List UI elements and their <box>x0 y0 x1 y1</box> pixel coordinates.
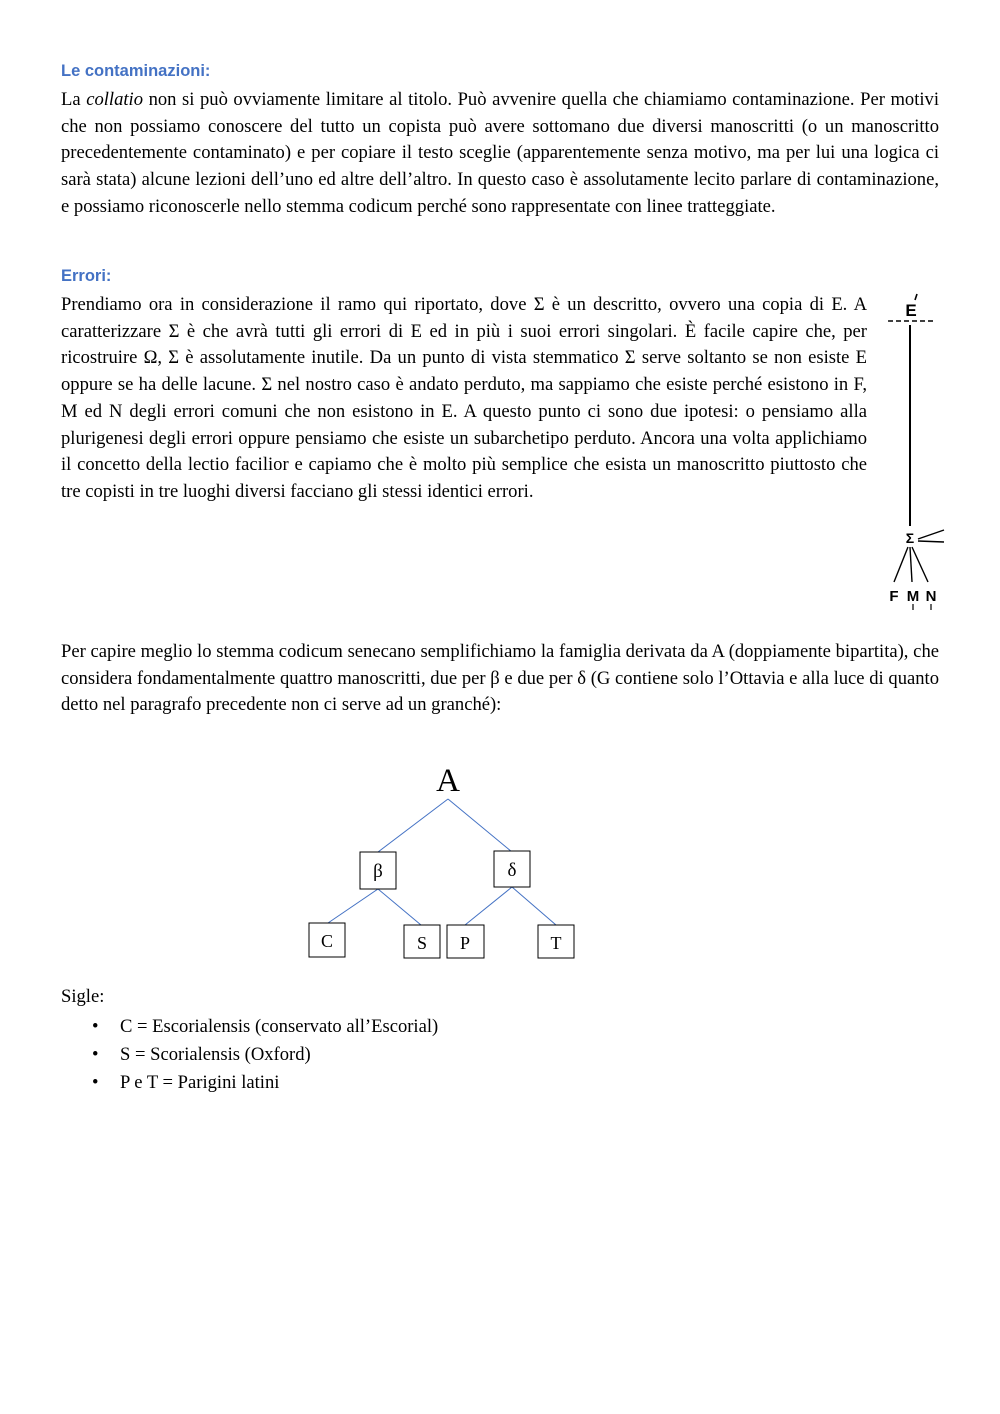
heading-errori: Errori: <box>61 267 112 285</box>
edge-a-beta <box>378 799 448 852</box>
stemma-node-p: P <box>459 933 471 953</box>
bullet-icon: • <box>92 1016 99 1037</box>
sigle-item-c <box>0 1013 438 1041</box>
stemma-node-delta: δ <box>507 860 517 881</box>
sigle-item-text: P e T = Parigini latini <box>120 1072 280 1093</box>
stemma-node-c: C <box>320 931 334 951</box>
edge-delta-t <box>512 887 556 925</box>
stemma-node-m: M <box>906 588 920 605</box>
paragraph-contaminazioni-start: La <box>61 89 87 110</box>
stemma-edge-sigma-n <box>912 547 928 582</box>
heading-contaminazioni: Le contaminazioni: <box>61 62 211 80</box>
stemma-codicum-diagram <box>300 755 590 965</box>
sigle-title: Sigle: <box>61 986 105 1007</box>
stemma-node-e: E <box>905 301 917 320</box>
stemma-node-sigma: Σ <box>905 530 915 546</box>
sigle-item-pt <box>0 1069 438 1097</box>
stemma-edge-sigma-f <box>894 547 908 582</box>
stemma-node-s: S <box>416 933 428 953</box>
sigle-item-text: C = Escorialensis (conservato all’Escorial) <box>120 1016 439 1037</box>
sigle-item-text: S = Scorialensis (Oxford) <box>120 1044 311 1065</box>
stemma-node-f: F <box>889 588 899 605</box>
stemma-edge-sigma-m <box>910 547 912 582</box>
stemma-node-n: N <box>925 588 937 605</box>
sigle-list <box>0 1013 438 1097</box>
paragraph-contaminazioni-rest: non si può ovviamente limitare al titolo. Può avvenire quella che chiamiamo contaminazione. Per motivi che non possiamo conoscere del tutto un copista può avere sottomano due diversi manoscritti (o un manoscritto precedentemente contaminato) e per copiare il testo sceglie (apparentemente senza motivo, ma per lui una logica ci sarà stata) alcune lezioni dell’uno ed altre dell’altro. In questo caso è assolutamente lecito parlare di contaminazione, e possiamo riconoscerle nello stemma codicum perché sono rappresentate con linee tratteggiate. <box>61 89 940 217</box>
paragraph-contaminazioni <box>61 87 939 221</box>
stemma-sigma-figure <box>880 292 952 614</box>
collatio-term: collatio <box>86 89 143 110</box>
paragraph-errori: Prendiamo ora in considerazione il ramo qui riportato, dove Σ è un descritto, ovvero una copia di E. A caratterizzare Σ è che avrà tutti gli errori di E ed in più i suoi errori singolari. È facile capire che, per ricostruire Ω, Σ è assolutamente inutile. Da un punto di vista stemmatico Σ serve soltanto se non esiste E oppure se ha delle lacune. Σ nel nostro caso è andato perduto, ma sappiamo che esiste perché esistono in F, M ed N degli errori comuni che non esistono in E. A questo punto ci sono due ipotesi: o pensiamo alla plurigenesi degli errori oppure pensiamo che esiste un subarchetipo perduto. Ancora una volta applichiamo il concetto della lectio facilior e capiamo che è molto più semplice che esista un manoscritto piuttosto che tre copisti in tre luoghi diversi facciano gli stessi identici errori. <box>61 294 867 502</box>
edge-beta-s <box>378 889 421 925</box>
paragraph-stemma-senecano: Per capire meglio lo stemma codicum senecano semplifichiamo la famiglia derivata da A (doppiamente bipartita), che considera fondamentalmente quattro manoscritti, due per β e due per δ (G contiene solo l’Ottavia e alla luce di quanto detto nel paragrafo precedente non ci serve ad un granché): <box>61 641 939 716</box>
stemma-node-beta: β <box>373 861 383 882</box>
contamination-line-2 <box>918 541 944 542</box>
accent-mark <box>915 294 917 300</box>
stemma-node-t: T <box>550 933 562 953</box>
edge-delta-p <box>465 887 512 925</box>
edge-a-delta <box>448 799 512 852</box>
bullet-icon: • <box>92 1044 99 1065</box>
bullet-icon: • <box>92 1072 99 1093</box>
sigle-item-s <box>0 1041 438 1069</box>
contamination-line-1 <box>918 530 944 539</box>
stemma-node-a: A <box>436 763 460 799</box>
edge-beta-c <box>328 889 378 923</box>
